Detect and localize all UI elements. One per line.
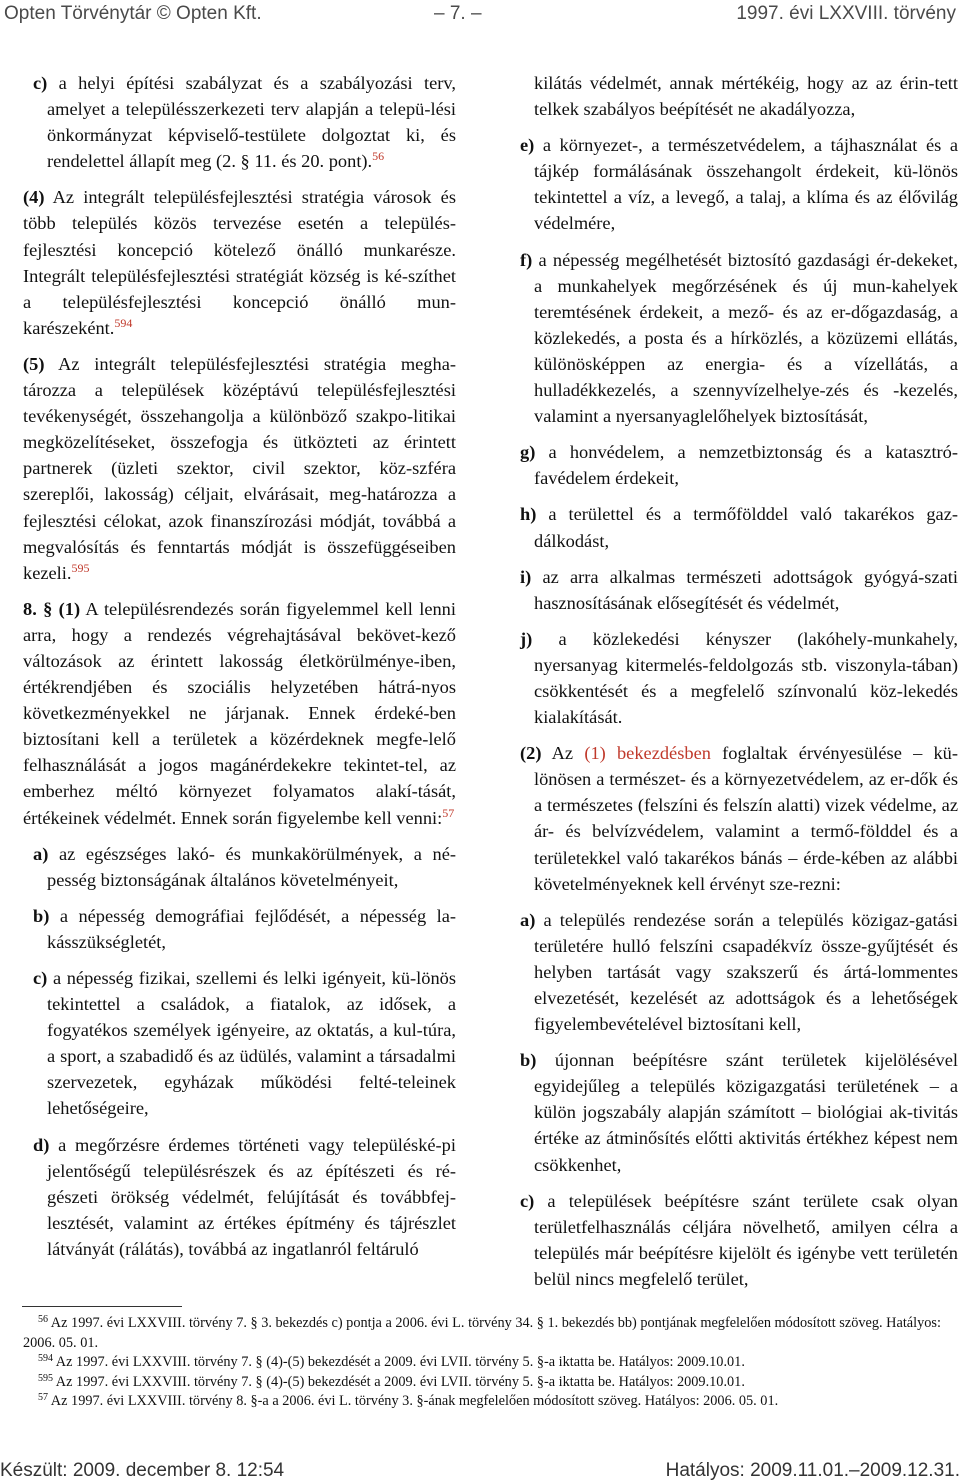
list-item-text: a népesség fizikai, szellemi és lelki igényeit, kü-lönös tekintettel a családok, a fiatalok, az idősek, a fogyatékos személyek igényeire, az oktatás, a kul-túra, a sport, a szabadidő és az üdülés, valamint a társadalmi szervezetek, egyházak működési felté-teleinek lehetőségeire, — [47, 968, 456, 1119]
footnote-56 — [23, 1314, 959, 1353]
footnote-595 — [23, 1373, 959, 1393]
list2-item-a — [510, 907, 958, 1037]
paragraph-2-text: foglaltak érvényesülése – kü-lönösen a természet- és a környezetvédelem, az er-dők és a természetes (felszíni és felszín alatti) vizek védelme, az ár- és belvízvédelem, valamint a termő-földdel és a területekkel való takarékos bánás – érde-kében az alábbi követelményeknek kell érvényt sze-rezni: — [534, 743, 958, 894]
list-item-i — [510, 564, 958, 616]
paragraph-5-text: Az integrált településfejlesztési stratégia megha-tározza a települések középtávú településfejlesztési tevékenységét, összehangolja a különböző szakpo-litikai megközelítéseket, összefogja és ütközteti az érintett partnerek (üzleti szektor, civil szektor, köz-szféra szereplői, lakosság) céljait, elvárásait, meg-határozza a fejlesztési célokat, azok finanszírozási módját, továbbá a megvalósítás és fenntartás módját is összefüggéseiben kezeli. — [23, 353, 456, 583]
footnote-ref-595[interactable]: 595 — [71, 560, 90, 575]
page-footer — [0, 1459, 960, 1483]
paragraph-2 — [510, 740, 958, 897]
section-8-paragraph-marker: (1) — [58, 598, 81, 619]
paragraph-5-marker: (5) — [23, 353, 45, 374]
list-item-marker: c) — [33, 968, 48, 988]
list-item-text: a környezet-, a természetvédelem, a tájhasználat és a tájkép formálásának összehangolt érdekeit, kü-lönös tekintettel a víz, a levegő, a talaj, a klíma és az élővilág védelmére, — [534, 135, 958, 234]
list-item-text: újonnan beépítésre szánt területek kijelölésével egyidejűleg a település közigazgatási területének – a külön jogszabály alapján számított – biológiai ak-tivitás értéke az átminősítés előtti aktivitás értékhez képest nem csökkenhet, — [534, 1050, 958, 1175]
footnote-text: Az 1997. évi LXXVIII. törvény 7. § (4)-(5) bekezdését a 2009. évi LVII. törvény 5. §-a iktatta be. Hatályos: 2009.10.01. — [55, 1354, 745, 1371]
paragraph-4-text: Az integrált településfejlesztési stratégia városok és több település közös tervezése esetén a település-fejlesztési koncepció kötelező önálló munkarésze. Integrált településfejlesztési stratégiát község is ké-szíthet a településfejlesztési koncepció önálló mun-karészeként. — [23, 187, 456, 338]
list-item-marker: i) — [520, 566, 532, 587]
footnote-ref-57[interactable]: 57 — [442, 805, 455, 820]
footnote-number: 56 — [38, 1314, 48, 1325]
list-item-marker: e) — [520, 135, 535, 156]
footnote-number: 57 — [38, 1392, 48, 1404]
item-c-marker: c) — [33, 73, 48, 93]
paragraph-4 — [23, 184, 456, 341]
section-sign: § — [43, 598, 53, 619]
list-item-g — [510, 439, 958, 491]
list-item-h — [510, 501, 958, 553]
list-item-c — [23, 965, 456, 1122]
footnotes — [23, 1314, 959, 1412]
list-item-f — [510, 247, 958, 430]
list-item-marker: c) — [520, 1190, 535, 1211]
list-item-marker: a) — [520, 909, 536, 930]
list-item-text: a település rendezése során a település közigaz-gatási területére hulló felszíni csapadékvíz össze-gyűjtését és helyben tartását vagy szakszerű és ártá-lommentes elvezetését, kezelését az adottságok és a lehetőségek figyelembevételével biztosítani kell, — [534, 909, 958, 1035]
item-d-continuation — [510, 70, 958, 122]
item-c — [23, 70, 456, 174]
list-item-e — [510, 132, 958, 236]
header-publisher: Opten Törvénytár © Opten Kft. — [4, 3, 262, 24]
list-item-text: az egészséges lakó- és munkakörülmények, a né-pesség biztonságának általános követelményeit, — [47, 843, 456, 890]
footnote-57 — [23, 1392, 959, 1412]
footnote-text: Az 1997. évi LXXVIII. törvény 8. §-a a 2006. évi L. törvény 3. §-ának megfelelően módosított szöveg. Hatályos: 2006. 05. 01. — [50, 1393, 779, 1410]
footnote-594 — [23, 1353, 959, 1373]
list-item-d — [23, 1132, 456, 1262]
paragraph-5 — [23, 351, 456, 586]
footnote-number: 594 — [38, 1353, 53, 1365]
left-column — [23, 70, 456, 1272]
footnote-ref-56[interactable]: 56 — [372, 149, 385, 164]
section-8-number: 8. — [23, 598, 37, 619]
list-item-marker: g) — [520, 442, 536, 463]
list-item-marker: b) — [520, 1050, 537, 1071]
paragraph-1-link[interactable]: (1) bekezdésben — [584, 743, 711, 764]
footnote-number: 595 — [38, 1372, 53, 1384]
list-item-j — [510, 626, 958, 730]
section-8 — [23, 596, 456, 831]
paragraph-2-marker: (2) — [520, 743, 542, 764]
list-item-text: a honvédelem, a nemzetbiztonság és a katasztró-favédelem érdekeit, — [534, 442, 958, 489]
right-column — [510, 70, 958, 1302]
header-page-number: – 7. – — [434, 3, 482, 24]
list-item-text: a területtel és a termőfölddel való takarékos gaz-dálkodást, — [534, 504, 958, 551]
footnote-text: Az 1997. évi LXXVIII. törvény 7. § 3. bekezdés c) pontja a 2006. évi L. törvény 34. § 1. bekezdés bb) pontjának megfelelően módosított szöveg. Hatályos: 2006. 05. 01. — [23, 1315, 941, 1351]
section-8-text: A településrendezés során figyelemmel kell lenni arra, hogy a rendezés végrehajtásával bekövet-kező változások az érintett lakosság életkörülménye-iben, értékrendjében és szociális helyzetében hátrá-nyos következményekkel ne járjanak. Ennek érdeké-ben biztosítani kell a területek a közérdeknek megfe-lelő felhasználását a jogos magánérdekekre tekintet-tel, az emberhez méltó környezet folyamatos alakí-tását, értékeinek védelmét. Ennek során figyelembe kell venni: — [23, 598, 456, 828]
continuation-text: kilátás védelmét, annak mértékéig, hogy az az érin-tett telkek szabályos beépítését ne akadályozza, — [534, 73, 958, 120]
page-header — [4, 2, 956, 28]
list-item-text: a települések beépítésre szánt területe csak olyan területfelhasználás céljára növelhető, amilyen célra a település már beépítésre kijelölt és igénybe vett területén belül nincs megfelelő terület, — [534, 1190, 958, 1289]
header-law-title: 1997. évi LXXVIII. törvény — [736, 3, 956, 24]
list-item-marker: b) — [33, 905, 50, 926]
list-item-text: a közlekedési kényszer (lakóhely-munkahely, nyersanyag kitermelés-feldolgozás stb. viszonyla-tában) csökkentését és a megfelelő színvonalú köz-lekedés kialakítását. — [534, 628, 958, 728]
list-item-text: az arra alkalmas természeti adottságok gyógyá-szati hasznosításának elősegítését és védelmét, — [534, 566, 958, 613]
list2-item-c — [510, 1188, 958, 1292]
list-item-marker: f) — [520, 249, 533, 270]
footnote-text: Az 1997. évi LXXVIII. törvény 7. § (4)-(5) bekezdését a 2009. évi LVII. törvény 5. §-a iktatta be. Hatályos: 2009.10.01. — [55, 1373, 745, 1390]
footnote-divider — [22, 1306, 182, 1307]
list-item-b — [23, 903, 456, 955]
item-c-text: a helyi építési szabályzat és a szabályozási terv, amelyet a településszerkezeti terv alapján a telepü-lési önkormányzat képviselő-testülete dolgoztat ki, és rendelettel állapít meg (2. § 11. és 20. pont). — [47, 73, 456, 172]
footer-effective: Hatályos: 2009.11.01.–2009.12.31. — [665, 1460, 960, 1481]
footer-created: Készült: 2009. december 8. 12:54 — [0, 1460, 285, 1481]
list-item-text: a megőrzésre érdemes történeti vagy településké-pi jelentőségű településrészek és az építészeti és ré-gészeti örökség védelmét, felújítását és továbbfej-lesztését, valamint az értékes építmény és tájrészlet látványát (rálátás), továbbá az ingatlanról feltáruló — [47, 1134, 456, 1259]
list-item-marker: h) — [520, 504, 537, 525]
paragraph-2-pre: Az — [551, 743, 574, 764]
list-item-text: a népesség megélhetését biztosító gazdasági ér-dekeket, a munkahelyek megőrzésének és új mun-kahelyek teremtésének érdekeit, a mező- és az er-dőgazdaság, a közlekedés, a posta és a hírközlés, a közüzemi ellátás, különösképpen az energia- és a vízellátás, a hulladékkezelés, a szennyvízelhelye-zés és -kezelés, valamint a nyersanyaglelőhelyek biztosítását, — [534, 249, 958, 427]
list-item-marker: a) — [33, 843, 49, 864]
list-item-text: a népesség demográfiai fejlődését, a népesség la-kásszükségletét, — [47, 905, 456, 952]
list-item-marker: d) — [33, 1134, 50, 1155]
list-item-a — [23, 841, 456, 893]
footnote-ref-594[interactable]: 594 — [114, 315, 133, 330]
list-item-marker: j) — [520, 628, 533, 649]
list2-item-b — [510, 1047, 958, 1177]
paragraph-4-marker: (4) — [23, 187, 45, 208]
